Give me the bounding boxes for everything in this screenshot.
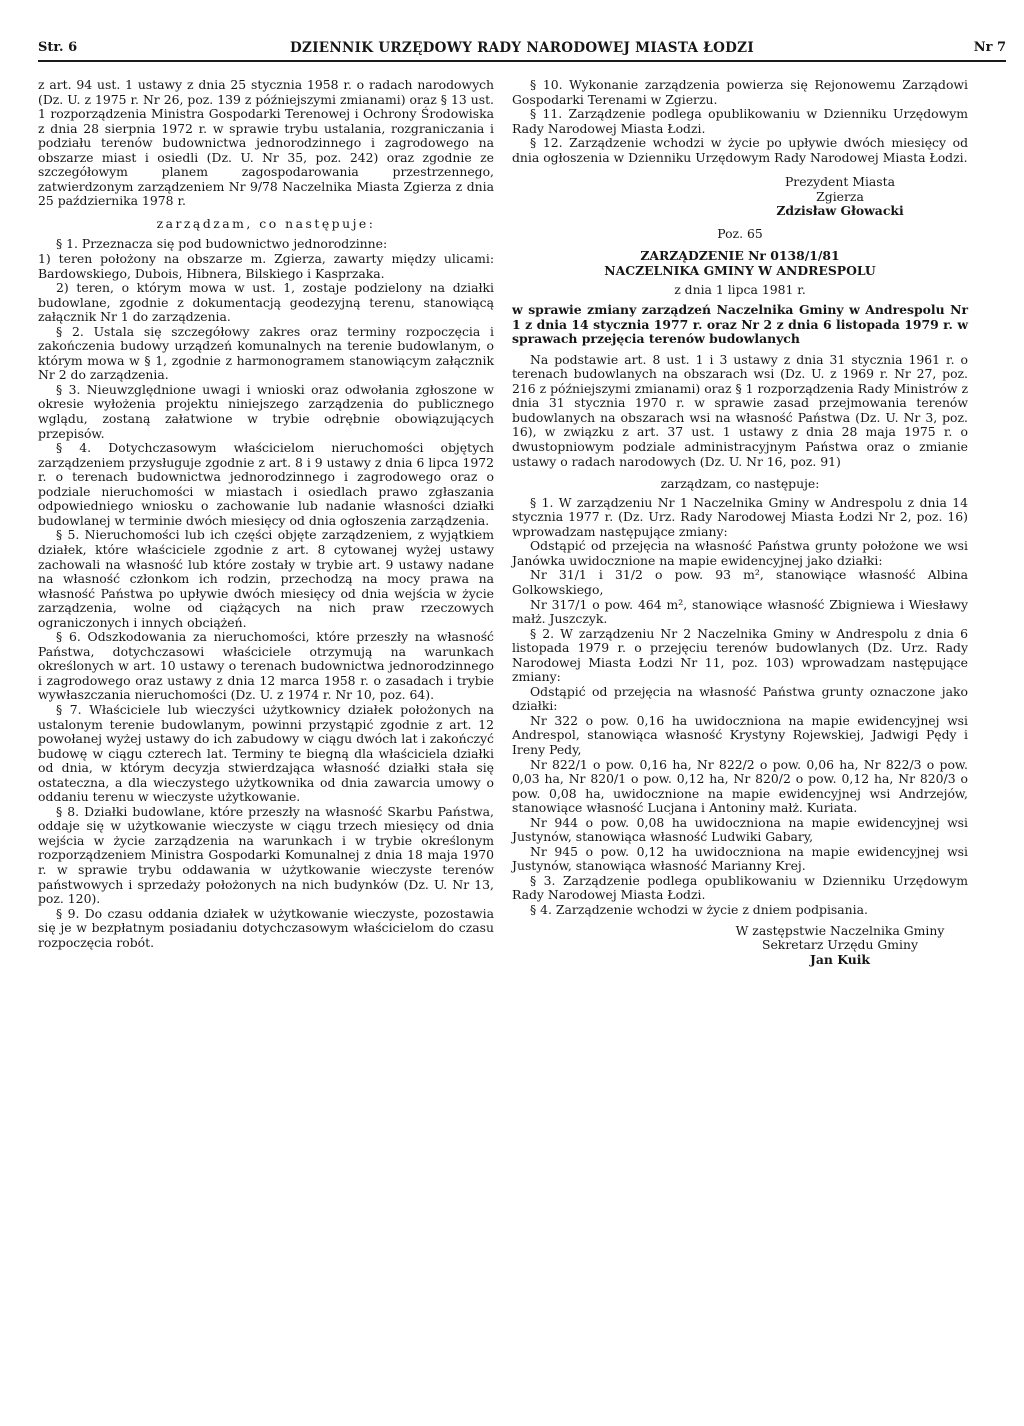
order-section-4: § 4. Zarządzenie wchodzi w życie z dniem podpisania.: [530, 901, 868, 917]
order-section-2-text: Odstąpić od przejęcia na własność Państwa grunty oznaczone jako działki:: [512, 683, 968, 714]
legal-basis: Na podstawie art. 8 ust. 1 i 3 ustawy z dnia 31 stycznia 1961 r. o terenach budowlanych na obszarach wsi (Dz. U. z 1969 r. Nr 27, poz. 216 z późniejszymi zmianami) oraz § 1 rozporządzenia Rady Ministrów z dnia 31 stycznia 1970 r. w sprawie zasad przejmowania terenów budowlanych na obszarach wsi na własność Państwa (Dz. U. Nr 3, poz. 16), w związku z art. 37 ust. 1 ustawy z dnia 28 maja 1975 r. o dwustopniowym podziale administracyjnym Państwa oraz o zmianie ustawy o radach narodowych (Dz. U. Nr 16, poz. 91): [512, 351, 968, 469]
order-date: z dnia 1 lipca 1981 r.: [674, 281, 806, 297]
order-section-1-plot-a: Nr 31/1 i 31/2 o pow. 93 m², stanowiące własność Albina Golkowskiego,: [512, 567, 968, 597]
section-7: § 7. Właściciele lub wieczyści użytkownicy działek położonych na ustalonym terenie budowlanym, powinni przystąpić zgodnie z art. 12 powołanej wyżej ustawy do ich zabudowy w ciągu dwóch lat i zakończyć budowę w ciągu czterech lat. Terminy te biegną dla właściciela działki od dnia, w którym decyzja stwierdzająca własność działki stała się ostateczna, a dla wieczystego użytkownika od dnia zawarcia umowy o oddaniu terenu w wieczyste użytkowanie.: [38, 701, 494, 805]
signature2-title: Sekretarz Urzędu Gminy: [761, 937, 918, 953]
position-number: Poz. 65: [717, 225, 763, 241]
intro-paragraph: z art. 94 ust. 1 ustawy z dnia 25 stycznia 1958 r. o radach narodowych (Dz. U. z 1975 r. Nr 26, poz. 139 z późniejszymi zmianami) oraz § 13 ust. 1 rozporządzenia Ministra Gospodarki Terenowej i Ochrony Środowiska z dnia 28 sierpnia 1972 r. w sprawie trybu ustalania, rozgraniczania i podziału terenów budownictwa jednorodzinnego i zagrodowego na obszarze miast i osiedli (Dz. U. Nr 35, poz. 242) oraz zgodnie ze szczegółowym planem zagospodarowania przestrzennego, zatwierdzonym zarządzeniem Nr 9/78 Naczelnika Miasta Zgierza z dnia 25 października 1978 r.: [38, 77, 494, 209]
section-4: § 4. Dotychczasowym właścicielom nieruchomości objętych zarządzeniem przysługuje zgodnie z art. 8 i 9 ustawy z dnia 6 lipca 1972 r. o terenach budownictwa jednorodzinnego i zagrodowego oraz o podziale nieruchomości w miastach i osiedlach prawo zgłaszania odpowiedniego wniosku o zachowanie lub nadanie własności działki budowlanej w terminie dwóch miesięcy od dnia ogłoszenia zarządzenia.: [38, 440, 494, 528]
section-8: § 8. Działki budowlane, które przeszły na własność Skarbu Państwa, oddaje się w użytkowanie wieczyste w ciągu trzech miesięcy od dnia wejścia w życie zarządzenia na warunkach i w trybie określonym rozporządzeniem Ministra Gospodarki Komunalnej z dnia 18 maja 1970 r. w sprawie trybu oddawania w użytkowanie wieczyste terenów państwowych i sprzedaży położonych na nich budynków (Dz. U. Nr 13, poz. 120).: [38, 803, 494, 907]
signature2-role: W zastępstwie Naczelnika Gminy: [735, 922, 945, 938]
order-section-2-plot-d: Nr 945 o pow. 0,12 ha uwidoczniona na mapie ewidencyjnej wsi Justynów, stanowiąca własność Marianny Krej.: [512, 843, 968, 874]
signature2-name: Jan Kuik: [809, 951, 870, 967]
order-section-1: § 1. W zarządzeniu Nr 1 Naczelnika Gminy w Andrespolu z dnia 14 stycznia 1977 r. (Dz. Urz. Rady Narodowej Miasta Łodzi Nr 2, poz. 16) wprowadzam następujące zmiany:: [512, 494, 968, 539]
left-column: [38, 78, 494, 950]
section-10: § 10. Wykonanie zarządzenia powierza się Rejonowemu Zarządowi Gospodarki Terenami w Zgierzu.: [512, 77, 968, 107]
section-9: § 9. Do czasu oddania działek w użytkowanie wieczyste, pozostawia się je w bezpłatnym posiadaniu dotychczasowym właścicielom do czasu rozpoczęcia robót.: [38, 905, 494, 950]
signature-role: Prezydent Miasta: [784, 174, 896, 190]
journal-title: DZIENNIK URZĘDOWY RADY NARODOWEJ MIASTA ŁODZI: [290, 40, 754, 56]
page-header: [38, 38, 1006, 62]
section-11: § 11. Zarządzenie podlega opublikowaniu w Dzienniku Urzędowym Rady Narodowej Miasta Łodzi.: [512, 106, 968, 136]
order-section-3: § 3. Zarządzenie podlega opublikowaniu w Dzienniku Urzędowym Rady Narodowej Miasta Łodzi.: [512, 872, 968, 903]
order-title: ZARZĄDZENIE Nr 0138/1/81: [640, 248, 840, 264]
order-section-2-plot-b: Nr 822/1 o pow. 0,16 ha, Nr 822/2 o pow. 0,06 ha, Nr 822/3 o pow. 0,03 ha, Nr 820/1 o pow. 0,12 ha, Nr 820/2 o pow. 0,12 ha, Nr 820/3 o pow. 0,08 ha, uwidocznione na mapie ewidencyjnej wsi Andrzejów, stanowiące własność Lucjana i Antoniny małż. Kuriata.: [512, 756, 968, 816]
right-column: [512, 78, 968, 967]
order-issuer: NACZELNIKA GMINY W ANDRESPOLU: [604, 263, 876, 279]
signature-city: Zgierza: [816, 188, 864, 204]
section-1-item-2: 2) teren, o którym mowa w ust. 1, zostaje podzielony na działki budowlane, zgodnie z dokumentacją geodezyjną terenu, stanowiącą załącznik Nr 1 do zarządzenia.: [38, 280, 494, 325]
section-6: § 6. Odszkodowania za nieruchomości, które przeszły na własność Państwa, dotychczasowi właściciele otrzymują na warunkach określonych w art. 10 ustawy o terenach budownictwa jednorodzinnego i zagrodowego oraz ustawy z dnia 12 marca 1958 r. o zasadach i trybie wywłaszczania nieruchomości (Dz. U. z 1974 r. Nr 10, poz. 64).: [38, 629, 494, 703]
issue-number: Nr 7: [973, 40, 1006, 55]
page-number: Str. 6: [38, 40, 78, 55]
order-section-2-plot-a: Nr 322 o pow. 0,16 ha uwidoczniona na mapie ewidencyjnej wsi Andrespol, stanowiąca własność Krystyny Rojewskiej, Jadwigi Pędy i Ireny Pedy,: [512, 712, 968, 757]
section-2: § 2. Ustala się szczegółowy zakres oraz terminy rozpoczęcia i zakończenia budowy urządzeń komunalnych na terenie budowlanym, o którym mowa w § 1, zgodnie z harmonogramem stanowiącym załącznik Nr 2 do zarządzenia.: [38, 323, 494, 383]
section-1: § 1. Przeznacza się pod budownictwo jednorodzinne:: [56, 236, 388, 252]
section-5: § 5. Nieruchomości lub ich części objęte zarządzeniem, z wyjątkiem działek, które właściciele zgodnie z art. 8 cytowanej wyżej ustawy zachowali na własność lub które zostały w trybie art. 9 ustawy nadane na własność członkom ich rodzin, przechodzą na mocy prawa na własność Państwa po upływie dwóch miesięcy od dnia wejścia w życie zarządzenia, wolne od ciążących na nich praw rzeczowych ograniczonych i innych obciążeń.: [38, 527, 494, 630]
order-section-2: § 2. W zarządzeniu Nr 2 Naczelnika Gminy w Andrespolu z dnia 6 listopada 1979 r. o przejęciu terenów budowlanych (Dz. Urz. Rady Narodowej Miasta Łodzi Nr 11, poz. 103) wprowadzam następujące zmiany:: [512, 625, 968, 685]
order-subject: w sprawie zmiany zarządzeń Naczelnika Gminy w Andrespolu Nr 1 z dnia 14 stycznia 1977 r. oraz Nr 2 z dnia 6 listopada 1979 r. w sprawach przejęcia terenów budowlanych: [512, 302, 968, 347]
decree-phrase-right: zarządzam, co następuje:: [660, 476, 820, 492]
signature-name: Zdzisław Głowacki: [776, 203, 904, 219]
section-12: § 12. Zarządzenie wchodzi w życie po upływie dwóch miesięcy od dnia ogłoszenia w Dzienniku Urzędowym Rady Narodowej Miasta Łodzi.: [512, 135, 968, 165]
section-1-item-1: 1) teren położony na obszarze m. Zgierza, zawarty między ulicami: Bardowskiego, Dubois, Hibnera, Bilskiego i Kasprzaka.: [38, 251, 494, 281]
section-3: § 3. Nieuwzględnione uwagi i wnioski oraz odwołania zgłoszone w okresie wyłożenia projektu niniejszego zarządzenia do publicznego wglądu, zostaną załatwione w trybie odrębnie obowiązujących przepisów.: [38, 381, 494, 441]
order-section-2-plot-c: Nr 944 o pow. 0,08 ha uwidoczniona na mapie ewidencyjnej wsi Justynów, stanowiąca własność Ludwiki Gabary,: [512, 814, 968, 845]
order-section-1-plot-b: Nr 317/1 o pow. 464 m², stanowiące własność Zbigniewa i Wiesławy małż. Juszczyk.: [512, 596, 968, 627]
order-section-1-text: Odstąpić od przejęcia na własność Państwa grunty położone we wsi Janówka uwidocznione na mapie ewidencyjnej jako działki:: [512, 538, 968, 568]
decree-phrase: zarządzam, co następuje:: [156, 215, 376, 231]
